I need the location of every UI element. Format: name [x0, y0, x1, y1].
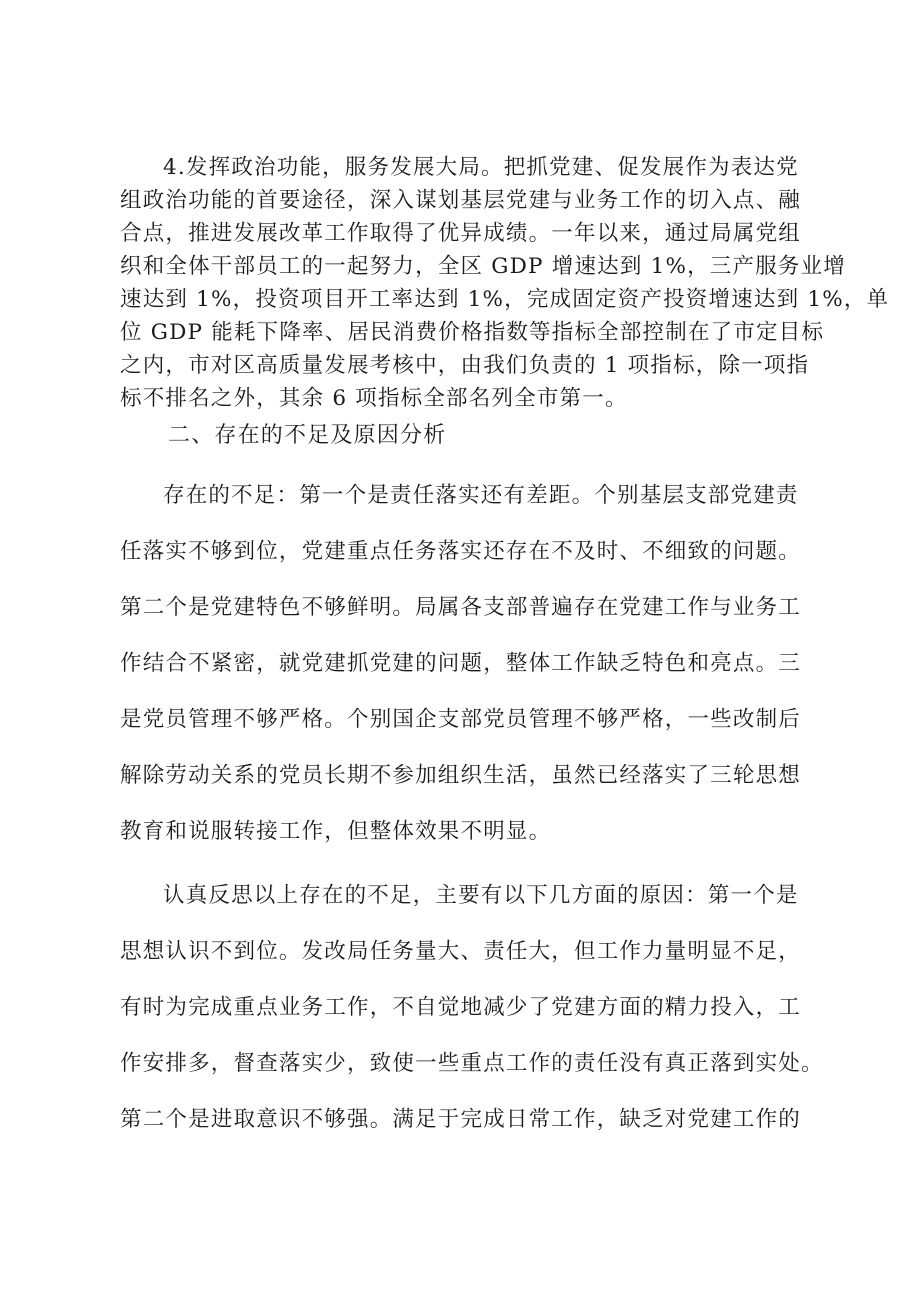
paragraph-line: 位 GDP 能耗下降率、居民消费价格指数等指标全部控制在了市定目标 — [120, 320, 825, 345]
paragraph-line: 之内，市对区高质量发展考核中，由我们负责的 1 项指标，除一项指 — [120, 353, 810, 378]
paragraph-line: 教育和说服转接工作，但整体效果不明显。 — [120, 819, 552, 844]
paragraph-line: 是党员管理不够严格。个别国企支部党员管理不够严格，一些改制后 — [120, 707, 802, 732]
paragraph-line: 作安排多，督查落实少，致使一些重点工作的责任没有真正落到实处。 — [120, 1051, 824, 1076]
paragraph-line: 标不排名之外，其余 6 项指标全部名列全市第一。 — [120, 386, 628, 411]
section-heading: 二、存在的不足及原因分析 — [168, 423, 447, 448]
paragraph-line: 织和全体干部员工的一起努力，全区 GDP 增速达到 1%，三产服务业增 — [120, 254, 846, 279]
paragraph-line: 第二个是进取意识不够强。满足于完成日常工作，缺乏对党建工作的 — [120, 1107, 802, 1132]
paragraph-line: 思想认识不到位。发改局任务量大、责任大，但工作力量明显不足， — [120, 939, 802, 964]
paragraph-line: 组政治功能的首要途径，深入谋划基层党建与业务工作的切入点、融 — [120, 188, 802, 213]
paragraph-line: 4.发挥政治功能，服务发展大局。把抓党建、促发展作为表达党 — [163, 155, 799, 180]
paragraph-line: 合点，推进发展改革工作取得了优异成绩。一年以来，通过局属党组 — [120, 221, 802, 246]
paragraph-line: 有时为完成重点业务工作，不自觉地减少了党建方面的精力投入，工 — [120, 995, 802, 1020]
paragraph-line: 解除劳动关系的党员长期不参加组织生活，虽然已经落实了三轮思想 — [120, 763, 802, 788]
paragraph-line: 任落实不够到位，党建重点任务落实还存在不及时、不细致的问题。 — [120, 539, 802, 564]
paragraph-line: 认真反思以上存在的不足，主要有以下几方面的原因：第一个是 — [163, 883, 799, 908]
paragraph-line: 作结合不紧密，就党建抓党建的问题，整体工作缺乏特色和亮点。三 — [120, 651, 802, 676]
paragraph-line: 存在的不足：第一个是责任落实还有差距。个别基层支部党建责 — [163, 483, 799, 508]
paragraph-line: 速达到 1%，投资项目开工率达到 1%，完成固定资产投资增速达到 1%，单 — [120, 287, 890, 312]
paragraph-line: 第二个是党建特色不够鲜明。局属各支部普遍存在党建工作与业务工 — [120, 595, 802, 620]
